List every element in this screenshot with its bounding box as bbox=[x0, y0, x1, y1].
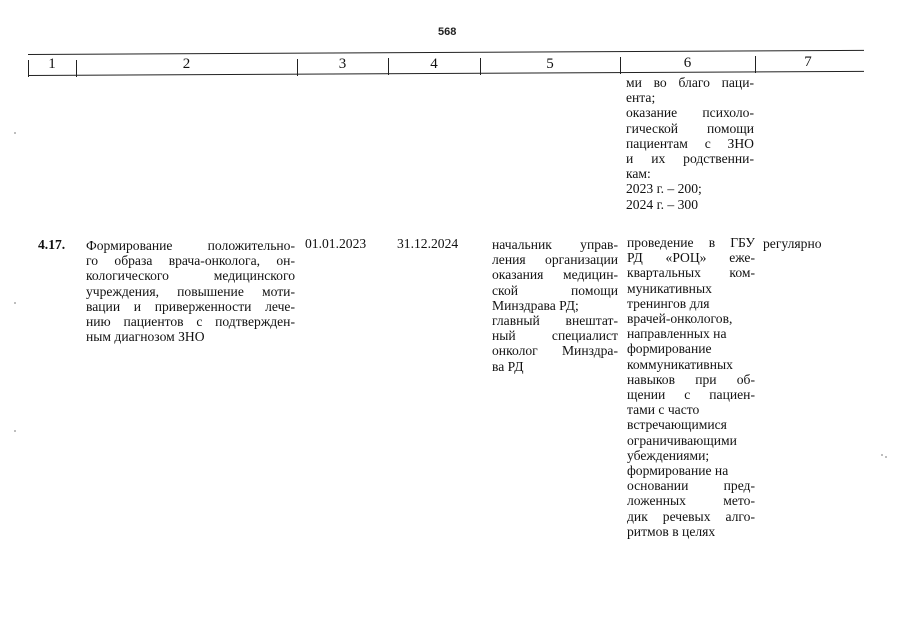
scan-speck bbox=[14, 430, 16, 432]
responsible bbox=[492, 237, 618, 374]
scan-speck bbox=[881, 454, 883, 456]
text-line: гической помощи bbox=[626, 120, 754, 136]
text-line: го образа врача-онколога, он- bbox=[86, 253, 295, 269]
header-col-5: 5 bbox=[546, 56, 554, 72]
text-line: РД «РОЦ» еже- bbox=[627, 250, 755, 266]
scan-speck bbox=[14, 132, 16, 134]
row-description bbox=[86, 238, 295, 344]
text-line: встречающимися bbox=[627, 417, 727, 433]
text-line: ным диагнозом ЗНО bbox=[86, 329, 205, 345]
text-line: квартальных ком- bbox=[627, 265, 755, 281]
text-line: коммуникативных bbox=[627, 356, 733, 372]
text-line: 2023 г. – 200; bbox=[626, 181, 702, 197]
text-line: Минздрава РД; bbox=[492, 297, 579, 313]
header-col-3: 3 bbox=[338, 56, 347, 72]
scan-speck bbox=[885, 456, 887, 458]
text-line: навыков при об- bbox=[627, 371, 755, 387]
text-line: ления организации bbox=[492, 252, 618, 268]
text-line: проведение в ГБУ bbox=[627, 235, 755, 250]
end-date: 31.12.2024 bbox=[397, 236, 459, 251]
text-line: пациентам с ЗНО bbox=[626, 135, 754, 151]
text-line: кологического медицинского bbox=[86, 268, 295, 284]
header-col-6: 6 bbox=[683, 55, 692, 71]
text-line: начальник управ- bbox=[492, 237, 618, 252]
page-number: 568 bbox=[438, 26, 457, 38]
text-line: ми во благо паци- bbox=[626, 75, 754, 90]
text-line: Формирование положительно- bbox=[86, 238, 295, 253]
continued-indicator-text bbox=[626, 75, 754, 212]
header-col-1: 1 bbox=[48, 56, 56, 72]
text-line: направленных на bbox=[627, 326, 727, 342]
text-line: убеждениями; bbox=[627, 447, 710, 463]
text-line: кам: bbox=[626, 166, 651, 182]
text-line: ской помощи bbox=[492, 282, 618, 298]
text-line: ента; bbox=[626, 90, 656, 106]
text-line: 2024 г. – 300 bbox=[626, 196, 699, 212]
text-line: врачей-онкологов, bbox=[627, 311, 733, 327]
text-line: вации и приверженности лече- bbox=[86, 298, 295, 314]
text-line: дик речевых алго- bbox=[627, 508, 755, 524]
text-line: ограничивающими bbox=[627, 432, 737, 448]
header-col-2: 2 bbox=[182, 56, 191, 72]
text-line: формирование на bbox=[627, 463, 729, 479]
text-line: основании пред- bbox=[627, 478, 755, 494]
text-line: нию пациентов с подтвержден- bbox=[86, 314, 295, 330]
text-line: ложенных мето- bbox=[627, 493, 755, 509]
header-col-7: 7 bbox=[804, 54, 812, 70]
text-line: учреждения, повышение моти- bbox=[86, 283, 295, 299]
text-line: ва РД bbox=[492, 358, 524, 374]
text-line: и их родственни- bbox=[626, 151, 754, 167]
text-line: щении с пациен- bbox=[627, 387, 755, 403]
periodicity: регулярно bbox=[763, 236, 822, 251]
text-line: оказания медицин- bbox=[492, 267, 618, 283]
header-col-4: 4 bbox=[430, 56, 438, 72]
scan-speck bbox=[14, 302, 16, 304]
text-line: формирование bbox=[627, 341, 712, 357]
indicator bbox=[627, 235, 755, 539]
row-number: 4.17. bbox=[38, 237, 66, 252]
text-line: главный внештат- bbox=[492, 313, 618, 329]
text-line: тренингов для bbox=[627, 295, 710, 311]
text-line: ритмов в целях bbox=[627, 523, 716, 539]
start-date: 01.01.2023 bbox=[305, 236, 367, 251]
text-line: оказание психоло- bbox=[626, 105, 754, 121]
text-line: муникативных bbox=[627, 280, 712, 296]
text-line: онколог Минздра- bbox=[492, 343, 618, 359]
text-line: ный специалист bbox=[492, 328, 618, 344]
text-line: тами с часто bbox=[627, 402, 700, 418]
